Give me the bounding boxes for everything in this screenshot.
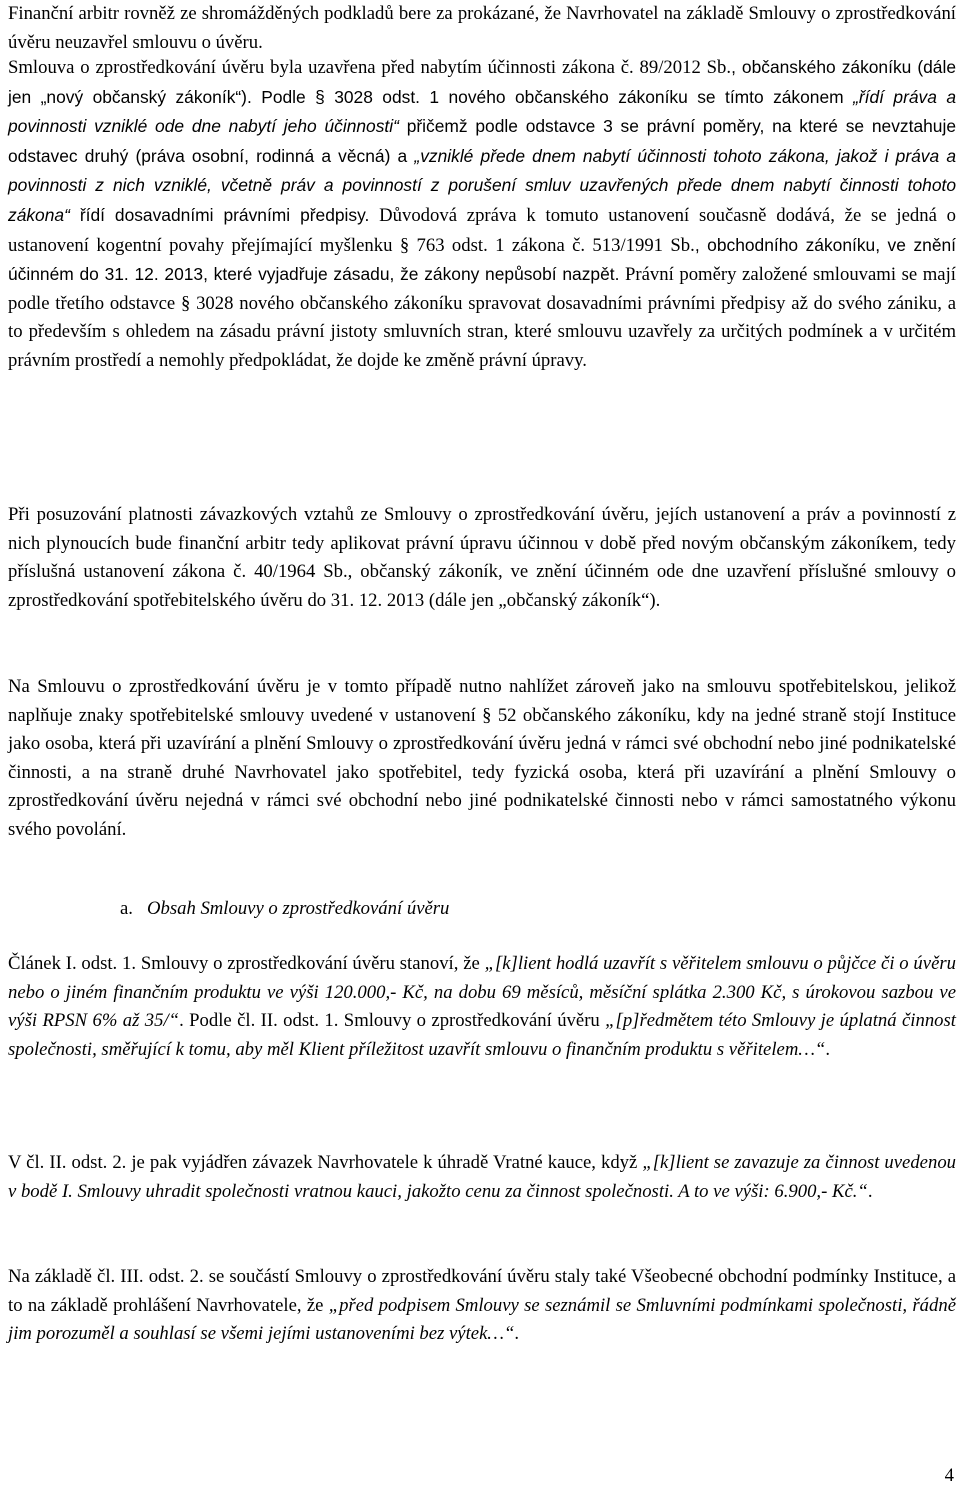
text: V čl. II. odst. 2. je pak vyjádřen závazek Navrhovatele k úhradě Vratné kauce, když xyxy=(8,1152,643,1173)
paragraph-terms-and-conditions xyxy=(8,1263,956,1349)
text: Článek I. odst. 1. Smlouvy o zprostředkování úvěru stanoví, že xyxy=(8,953,485,974)
text: Finanční arbitr rovněž ze shromážděných podkladů bere za prokázané, že Navrhovatel na základě Smlouvy o zprostředkování úvěru neuzavřel smlouvu o úvěru. xyxy=(8,3,956,53)
text: , obchodního zákoníku, ve znění účinném do 31. 12. 2013, které vyjadřuje zásadu, že zákony nepůsobí nazpět. xyxy=(8,234,956,285)
section-title: Obsah Smlouvy o zprostředkování úvěru xyxy=(146,898,450,919)
paragraph-applicable-law xyxy=(8,501,956,615)
text: . xyxy=(825,1038,830,1060)
section-number: a. xyxy=(120,898,133,919)
text: Na základě čl. III. odst. 2. se součástí Smlouvy o zprostředkování úvěru staly také Všeobecné obchodní podmínky Instituce, a to na základě prohlášení Navrhovatele, že xyxy=(8,1266,956,1316)
quote: „[k]lient se zavazuje za činnost uvedenou v bodě I. Smlouvy uhradit společnosti vratnou kauci, jakožto cenu za činnost společnosti. A to ve výši: 6.900,- Kč.“ xyxy=(8,1152,957,1202)
paragraph-arbitr-finding xyxy=(8,0,956,57)
text: . xyxy=(514,1323,520,1345)
section-heading xyxy=(120,895,449,924)
paragraph-consumer-contract xyxy=(8,673,956,845)
text: . Podle čl. II. odst. 1. Smlouvy o zprostředkování úvěru xyxy=(179,1010,606,1032)
quote: „vzniklé přede dnem nabytí účinnosti tohoto zákona, jakož i práva a povinnosti z nich vzniklé, včetně práv a povinností z porušení smluv uzavřených přede dnem nabytí činnosti tohoto zákona“ xyxy=(8,145,956,225)
text: Právní poměry založené smlouvami se mají podle třetího odstavce § 3028 nového občanského zákoníku spravovat dosavadními právními předpisy až do svého zániku, a to především s ohledem na zásadu právní jistoty smluvních stran, které smlouvu uzavřely za určitých podmínek a v určitém právním prostředí a nemohly předpokládat, že dojde ke změně právní úpravy. xyxy=(8,264,956,371)
paragraph-deposit-obligation xyxy=(8,1149,956,1206)
text: Na Smlouvu o zprostředkování úvěru je v tomto případě nutno nahlížet zároveň jako na smlouvu spotřebitelskou, jelikož naplňuje znaky spotřebitelské smlouvy uvedené v ustanovení § 52 občanského zákoníku, kdy na jedné straně stojí Instituce jako osoba, která při uzavírání a plnění Smlouvy o zprostředkování úvěru jedná v rámci své obchodní nebo jiné podnikatelské činnosti, a na straně druhé Navrhovatel jako spotřebitel, tedy fyzická osoba, která při uzavírání a plnění Smlouvy o zprostředkování úvěru nejedná v rámci své obchodní nebo jiné podnikatelské činnosti nebo v rámci samostatného výkonu svého povolání. xyxy=(8,676,956,840)
text: řídí dosavadními právními předpisy. xyxy=(69,204,370,225)
quote: „před podpisem Smlouvy se seznámil se Smluvními podmínkami společnosti, řádně jim porozuměl a souhlasí se všemi jejími ustanoveními bez výtek…“ xyxy=(8,1294,956,1345)
text: přičemž podle odstavce 3 se právní poměry, na které se nevztahuje odstavec druhý (práva osobní, rodinná a věcná) a xyxy=(8,116,956,166)
text: Při posuzování platnosti závazkových vztahů ze Smlouvy o zprostředkování úvěru, jejích ustanovení a práv a povinností z nich plynoucích bude finanční arbitr tedy aplikovat právní úpravu účinnou v době před novým občanským zákoníkem, tedy příslušná ustanovení zákona č. 40/1964 Sb., občanský zákoník, ve znění účinném ode dne uzavření příslušné smlouvy o zprostředkování spotřebitelského úvěru do 31. 12. 2013 (dále jen „občanský zákoník“). xyxy=(8,504,956,611)
quote: „[p]ředmětem této Smlouvy je úplatná činnost společnosti, směřující k tomu, aby měl Klient příležitost uzavřít smlouvu o finančním produktu s věřitelem…“ xyxy=(8,1010,956,1060)
quote: „řídí práva a povinnosti vzniklé ode dne nabytí jeho účinnosti“ xyxy=(8,86,956,137)
text: Smlouva o zprostředkování úvěru byla uzavřena před nabytím účinnosti zákona č. 89/2012 Sb. xyxy=(8,57,732,78)
paragraph-article-one xyxy=(8,950,956,1064)
text: Důvodová zpráva k tomuto ustanovení současně dodává, že se jedná o ustanovení kogentní povahy přejímající myšlenku § 763 odst. 1 zákona č. 513/1991 Sb. xyxy=(8,204,957,256)
text: . xyxy=(867,1180,873,1202)
paragraph-contract-before-new-code xyxy=(8,53,956,376)
page-number: 4 xyxy=(944,1465,954,1486)
quote: „[k]lient hodlá uzavřít s věřitelem smlouvu o půjčce či o úvěru nebo o jiném finančním produktu ve výši 120.000,- Kč, na dobu 69 měsíců, měsíční splátka 2.300 Kč, s úrokovou sazbou ve výši RPSN 6% až 35/“ xyxy=(8,953,956,1032)
text: , občanského zákoníku (dále jen „nový občanský zákoník“). Podle § 3028 odst. 1 nového občanského zákoníku se tímto zákonem xyxy=(8,57,956,107)
